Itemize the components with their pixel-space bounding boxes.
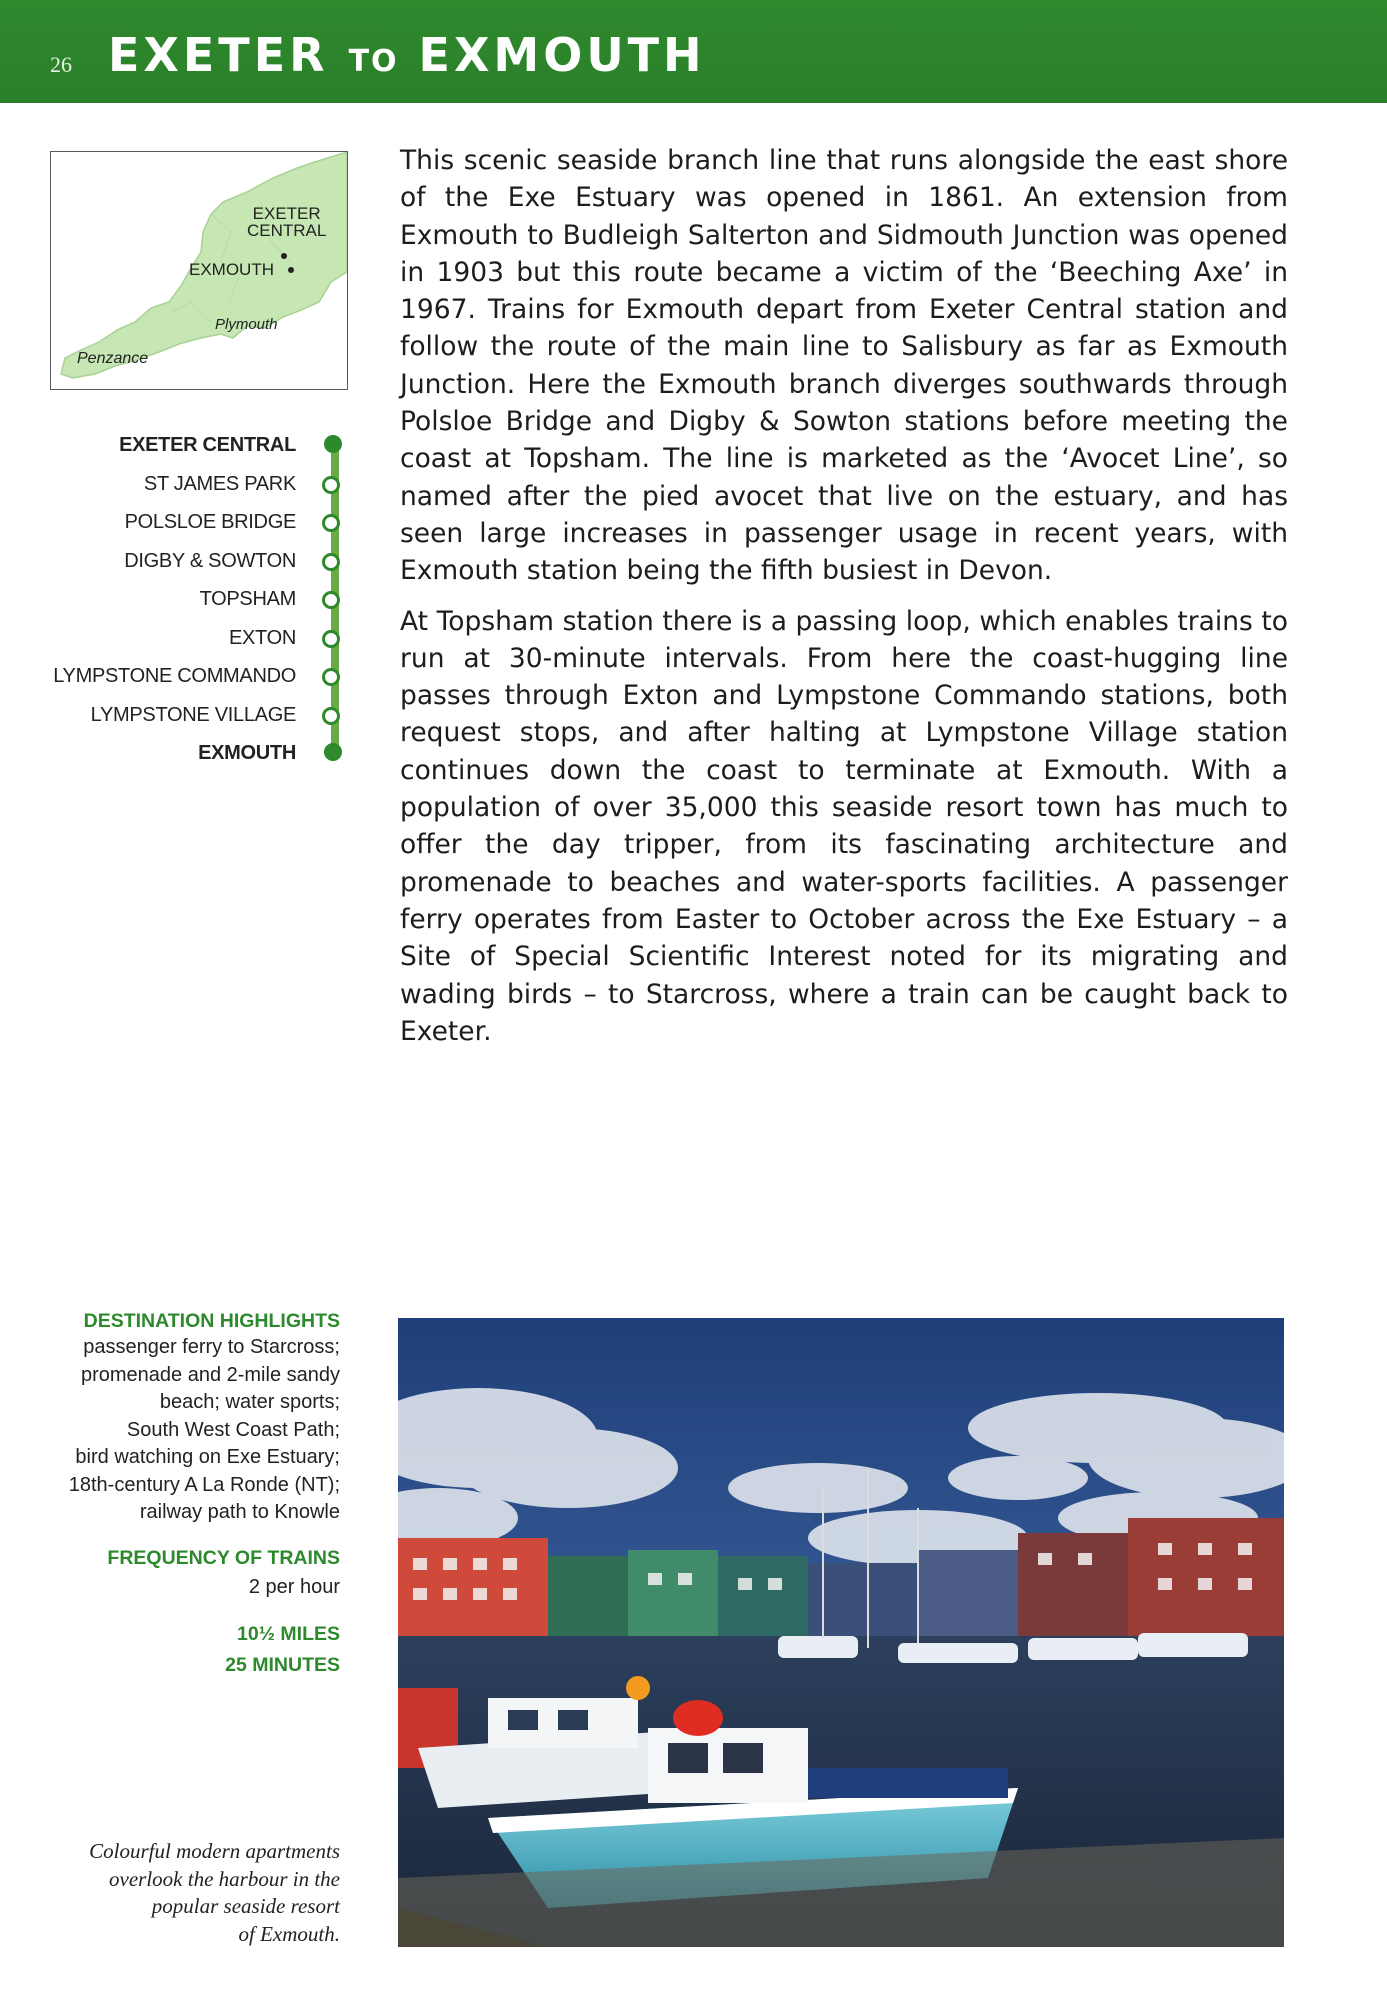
caption-line: overlook the harbour in the (109, 1866, 340, 1891)
route-diagram (30, 430, 350, 770)
station-dot-icon (322, 668, 340, 686)
highlights-list (30, 1334, 340, 1527)
station-dot-icon (322, 553, 340, 571)
caption-line: of Exmouth. (238, 1921, 340, 1946)
page-title (108, 28, 706, 82)
station-item (10, 738, 350, 768)
highlight-item: promenade and 2-mile sandy (80, 1363, 340, 1386)
highlight-item: beach; water sports; (159, 1391, 340, 1413)
station-dot-icon (322, 476, 340, 494)
station-dot-icon (322, 514, 340, 532)
highlights-heading: DESTINATION HIGHLIGHTS (83, 1310, 340, 1332)
frequency-heading: FREQUENCY OF TRAINS (107, 1546, 340, 1569)
page-number: 26 (50, 52, 72, 77)
station-name: EXMOUTH (198, 742, 296, 764)
paragraph-1: This scenic seaside branch line that runs alongside the east shore of the Exe Estuary was opened in 1861. An extension from Exmouth to Budleigh Salterton and Sidmouth Junction was opened in 1903 but this route became a victim of the ‘Beeching Axe’ in 1967. Trains for Exmouth depart from Exeter Central station and follow the route of the main line to Salisbury as far as Exmouth Junction. Here the Exmouth branch diverges southwards through Polsloe Bridge and Digby & Sowton stations before meeting the coast at Topsham. The line is marketed as the ‘Avocet Line’, so named after the pied avocet that live on the estuary, and has seen large increases in passenger usage in recent years, with Exmouth station being the fifth busiest in Devon. (400, 145, 1288, 587)
station-item (10, 546, 350, 576)
station-name: ST JAMES PARK (143, 472, 296, 495)
station-name: LYMPSTONE COMMANDO (53, 665, 296, 687)
title-destination: EXMOUTH (418, 28, 706, 82)
station-item (10, 507, 350, 537)
caption-line: Colourful modern apartments (89, 1839, 340, 1863)
station-name: POLSLOE BRIDGE (124, 511, 296, 533)
station-item (10, 700, 350, 730)
exeter-marker-icon (281, 253, 287, 259)
photo-caption (30, 1838, 340, 1948)
route-distance: 10½ MILES (237, 1622, 340, 1645)
terminus-dot-icon (324, 743, 342, 761)
map-label-penzance: Penzance (77, 350, 149, 367)
station-item (10, 584, 350, 614)
station-name: TOPSHAM (199, 588, 296, 610)
highlight-item: South West Coast Path; (126, 1418, 340, 1441)
station-item (10, 623, 350, 653)
highlight-item: bird watching on Exe Estuary; (75, 1446, 340, 1468)
map-label-exmouth: EXMOUTH (189, 260, 274, 279)
page-header (0, 0, 1387, 103)
frequency-value: 2 per hour (248, 1575, 340, 1598)
article-body (400, 142, 1288, 1063)
station-item (10, 430, 350, 460)
station-dot-icon (322, 591, 340, 609)
title-origin: EXETER (108, 28, 329, 82)
route-duration: 25 MINUTES (225, 1653, 340, 1676)
map-label-exeter: EXETER CENTRAL (247, 204, 327, 240)
station-dot-icon (322, 707, 340, 725)
station-name: EXETER CENTRAL (119, 434, 296, 456)
map-label-plymouth: Plymouth (215, 316, 278, 333)
locator-map (50, 151, 348, 390)
highlight-item: railway path to Knowle (139, 1501, 340, 1523)
station-name: LYMPSTONE VILLAGE (90, 703, 296, 726)
station-dot-icon (322, 630, 340, 648)
station-item (10, 661, 350, 691)
highlight-item: passenger ferry to Starcross; (83, 1336, 340, 1358)
paragraph-2: At Topsham station there is a passing loop, which enables trains to run at 30-minute intervals. From here the coast-hugging line passes through Exton and Lympstone Commando stations, both request stops, and after halting at Lympstone Village station continues down the coast to terminate at Exmouth. With a population of over 35,000 this seaside resort town has much to offer the day tripper, from its fascinating architecture and promenade to beaches and water-sports facilities. A passenger ferry operates from Easter to October across the Exe Estuary – a Site of Special Scientific Interest noted for its migrating and wading birds – to Starcross, where a train can be caught back to Exeter. (400, 605, 1288, 1047)
station-name: DIGBY & SOWTON (124, 549, 296, 572)
station-name: EXTON (228, 626, 296, 649)
info-sidebar (30, 1310, 340, 1681)
caption-line: popular seaside resort (151, 1894, 340, 1918)
station-item (10, 469, 350, 499)
harbour-photo (398, 1318, 1284, 1947)
terminus-dot-icon (324, 435, 342, 453)
highlight-item: 18th-century A La Ronde (NT); (68, 1473, 340, 1496)
title-connector: TO (348, 44, 399, 79)
exmouth-marker-icon (288, 267, 294, 273)
